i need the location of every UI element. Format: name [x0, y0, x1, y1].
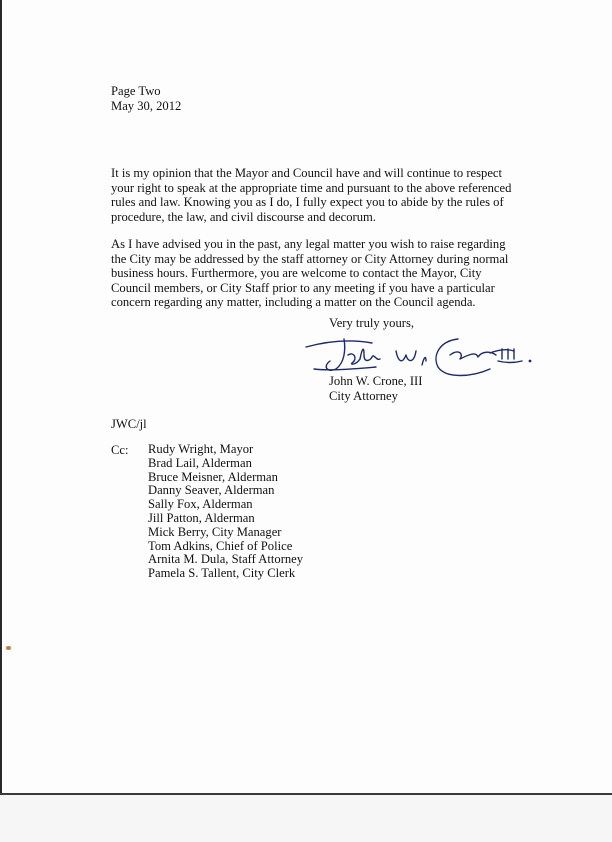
cc-recipient: Mick Berry, City Manager [148, 524, 282, 539]
cc-recipient: Rudy Wright, Mayor [148, 442, 254, 456]
paragraph-line: business hours. Furthermore, you are welcome to contact the Mayor, City [111, 266, 482, 281]
paragraph-line: your right to speak at the appropriate time and pursuant to the above referenced [111, 180, 512, 195]
cc-recipient: Sally Fox, Alderman [148, 497, 253, 512]
cc-recipient: Jill Patton, Alderman [148, 510, 255, 525]
letter-date: May 30, 2012 [111, 98, 182, 113]
signatory-title: City Attorney [329, 388, 398, 403]
paragraph-opinion [111, 166, 511, 224]
scan-bottom-margin [0, 795, 612, 842]
cc-recipient: Danny Seaver, Alderman [148, 483, 275, 498]
cc-label: Cc: [111, 443, 129, 457]
cc-recipient: Pamela S. Tallent, City Clerk [148, 566, 296, 581]
paragraph-line: rules and law. Knowing you as I do, I fully expect you to abide by the rules of [111, 195, 504, 210]
paragraph-line: As I have advised you in the past, any legal matter you wish to raise regarding [111, 237, 506, 251]
cc-recipient: Brad Lail, Alderman [148, 455, 252, 470]
scan-speck [6, 646, 11, 650]
page-label: Page Two [111, 84, 161, 98]
paragraph-line: procedure, the law, and civil discourse and decorum. [111, 209, 376, 224]
paragraph-line: It is my opinion that the Mayor and Council have and will continue to respect [111, 166, 503, 180]
cc-recipient: Tom Adkins, Chief of Police [148, 538, 293, 553]
signature-block [329, 374, 422, 403]
paragraph-line: the City may be addressed by the staff attorney or City Attorney during normal [111, 251, 509, 266]
cc-recipient: Arnita M. Dula, Staff Attorney [148, 552, 304, 567]
scan-left-edge [0, 0, 2, 842]
signatory-name: John W. Crone, III [329, 374, 423, 388]
closing-salutation: Very truly yours, [329, 316, 414, 330]
reference-initials: JWC/jl [111, 417, 147, 431]
paragraph-line: concern regarding any matter, including a matter on the Council agenda. [111, 295, 476, 310]
paragraph-line: Council members, or City Staff prior to any meeting if you have a particular [111, 280, 495, 295]
cc-recipient-list [148, 443, 303, 581]
page-header [111, 84, 181, 113]
paragraph-advice [111, 237, 508, 310]
cc-recipient: Bruce Meisner, Alderman [148, 469, 278, 484]
